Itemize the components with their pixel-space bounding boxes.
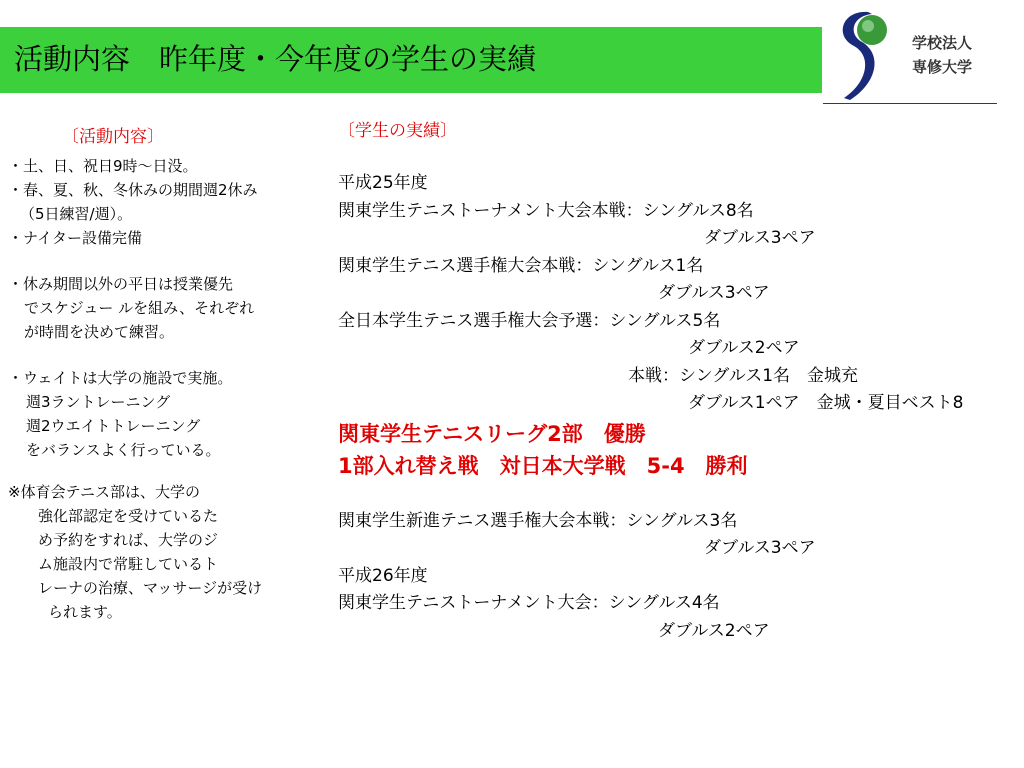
activity-line: が時間を決めて練習。 [24,323,175,341]
activity-line: （5日練習/週）。 [20,205,133,223]
activity-line: 週3ラントレーニング [26,393,171,411]
results-line: ダブルス3ペア [704,538,816,558]
activity-line: 週2ウエイトトレーニング [26,417,201,435]
activity-note: 強化部認定を受けているた [38,507,219,525]
spacer [8,250,328,272]
activity-line: ・ウェイトは大学の施設で実施。 [8,369,233,387]
results-year: 平成25年度 [338,173,428,193]
page-title: 活動内容 昨年度・今年度の学生の実績 [14,42,537,76]
spacer [8,344,328,366]
activity-line: ・土、日、祝日9時～日没。 [8,157,198,175]
results-line: 関東学生新進テニス選手権大会本戦：シングルス3名 [338,510,738,531]
activity-line: をバランスよく行っている。 [26,441,221,459]
activity-note: ム施設内で常駐しているト [38,555,219,573]
activity-line: ・休み期間以外の平日は授業優先 [8,275,234,293]
activity-note: レーナの治療、マッサージが受け [38,579,263,597]
results-line: 本戦：シングルス1名 金城充 [628,365,859,386]
results-heading: 〔学生の実績〕 [338,121,457,141]
results-line: 関東学生テニストーナメント大会本戦：シングルス8名 [338,200,754,221]
activity-note: られます。 [48,603,122,621]
logo-underline [823,103,997,104]
activity-note: ※体育会テニス部は、大学の [8,483,200,501]
logo [828,6,1008,106]
spacer [8,462,328,480]
results-line: ダブルス2ペア [688,338,800,358]
activity-section [8,126,328,624]
results-year: 平成26年度 [338,565,428,586]
results-line: 関東学生テニストーナメント大会：シングルス4名 [338,593,720,613]
results-line: 関東学生テニス選手権大会本戦：シングルス1名 [338,255,704,276]
results-line: ダブルス3ペア [658,283,770,303]
activity-line: でスケジュー ルを組み、それぞれ [24,299,255,317]
results-line: ダブルス3ペア [704,228,816,248]
title-bar [0,27,822,93]
results-section [338,120,1024,645]
activity-heading: 〔活動内容〕 [62,127,164,147]
logo-text-line2: 専修大学 [912,58,973,76]
senshu-logo-icon [828,6,908,106]
activity-line: ・ナイター設備完備 [8,229,142,247]
league-highlight: 関東学生テニスリーグ2部 優勝 [338,421,646,446]
logo-text-line1: 学校法人 [912,34,973,52]
results-line: 全日本学生テニス選手権大会予選：シングルス5名 [338,310,721,331]
activity-note: め予約をすれば、大学のジ [38,531,219,549]
results-line: ダブルス1ペア 金城・夏目ベスト8 [688,393,964,413]
activity-line: ・春、夏、秋、冬休みの期間週2休み [8,181,258,199]
league-highlight: 1部入れ替え戦 対日本大学戦 5-4 勝利 [338,453,748,478]
results-line: ダブルス2ペア [658,620,770,641]
